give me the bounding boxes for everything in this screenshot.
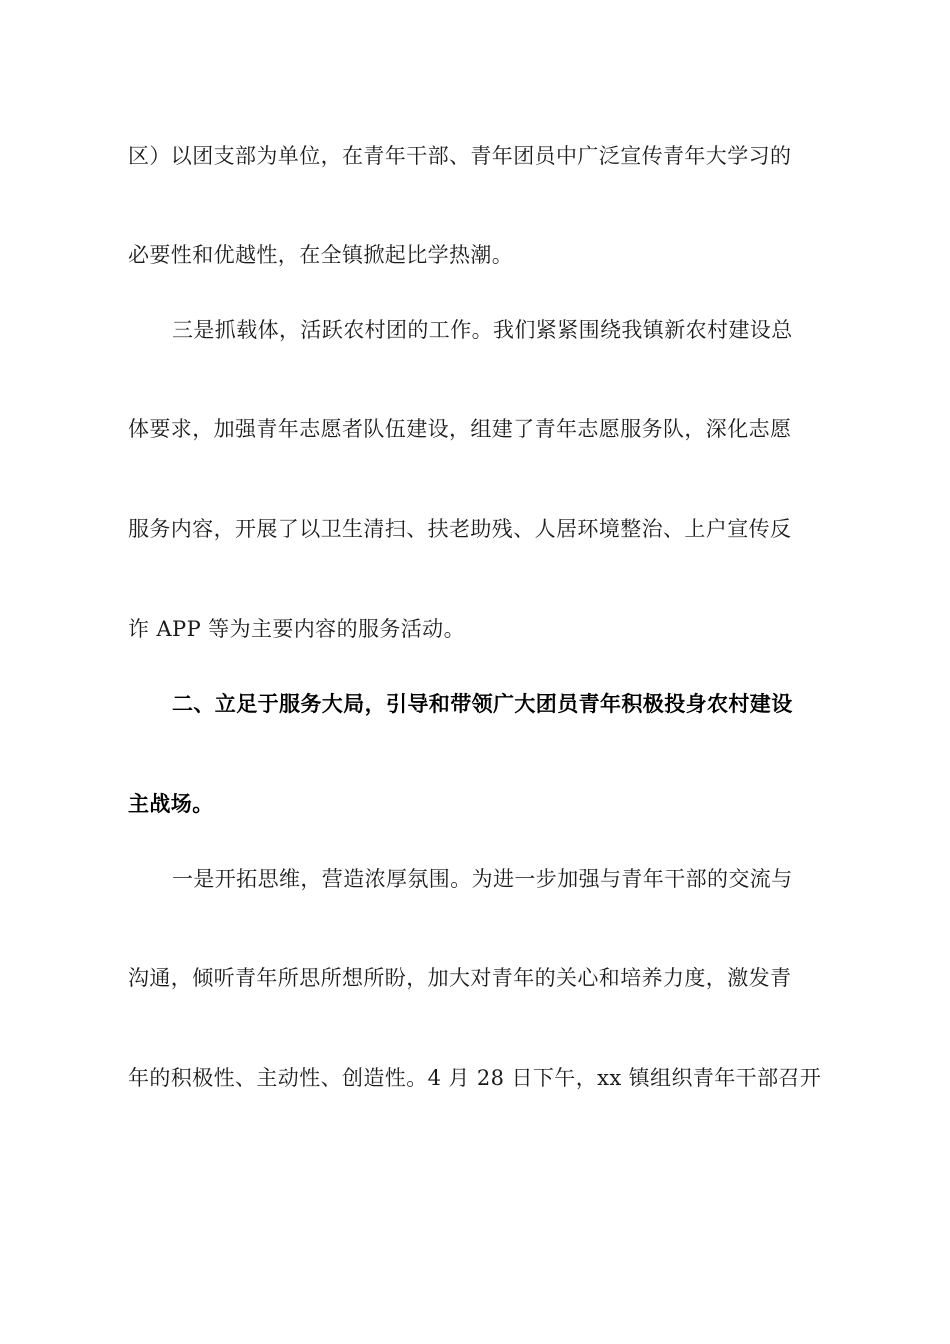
text-line-4: 体要求，加强青年志愿者队伍建设，组建了青年志愿服务队，深化志愿 [128,417,792,441]
text-line-6: 诈 APP 等为主要内容的服务活动。 [128,617,465,641]
paragraph-start-line: 三是抓载体，活跃农村团的工作。我们紧紧围绕我镇新农村建设总 [172,318,793,342]
text-line-2: 必要性和优越性，在全镇掀起比学热潮。 [128,243,514,267]
text-line-11: 年的积极性、主动性、创造性。4 月 28 日下午，xx 镇组织青年干部召开 [128,1066,822,1090]
section-heading-line-1: 二、立足于服务大局，引导和带领广大团员青年积极投身农村建设 [172,692,793,716]
paragraph-start-line-2: 一是开拓思维，营造浓厚氛围。为进一步加强与青年干部的交流与 [172,867,793,891]
text-line-1: 区）以团支部为单位，在青年干部、青年团员中广泛宣传青年大学习的 [128,144,792,168]
text-line-10: 沟通，倾听青年所思所想所盼，加大对青年的关心和培养力度，激发青 [128,966,792,990]
section-heading-line-2: 主战场。 [128,792,214,816]
text-line-5: 服务内容，开展了以卫生清扫、扶老助残、人居环境整治、上户宣传反 [128,517,792,541]
